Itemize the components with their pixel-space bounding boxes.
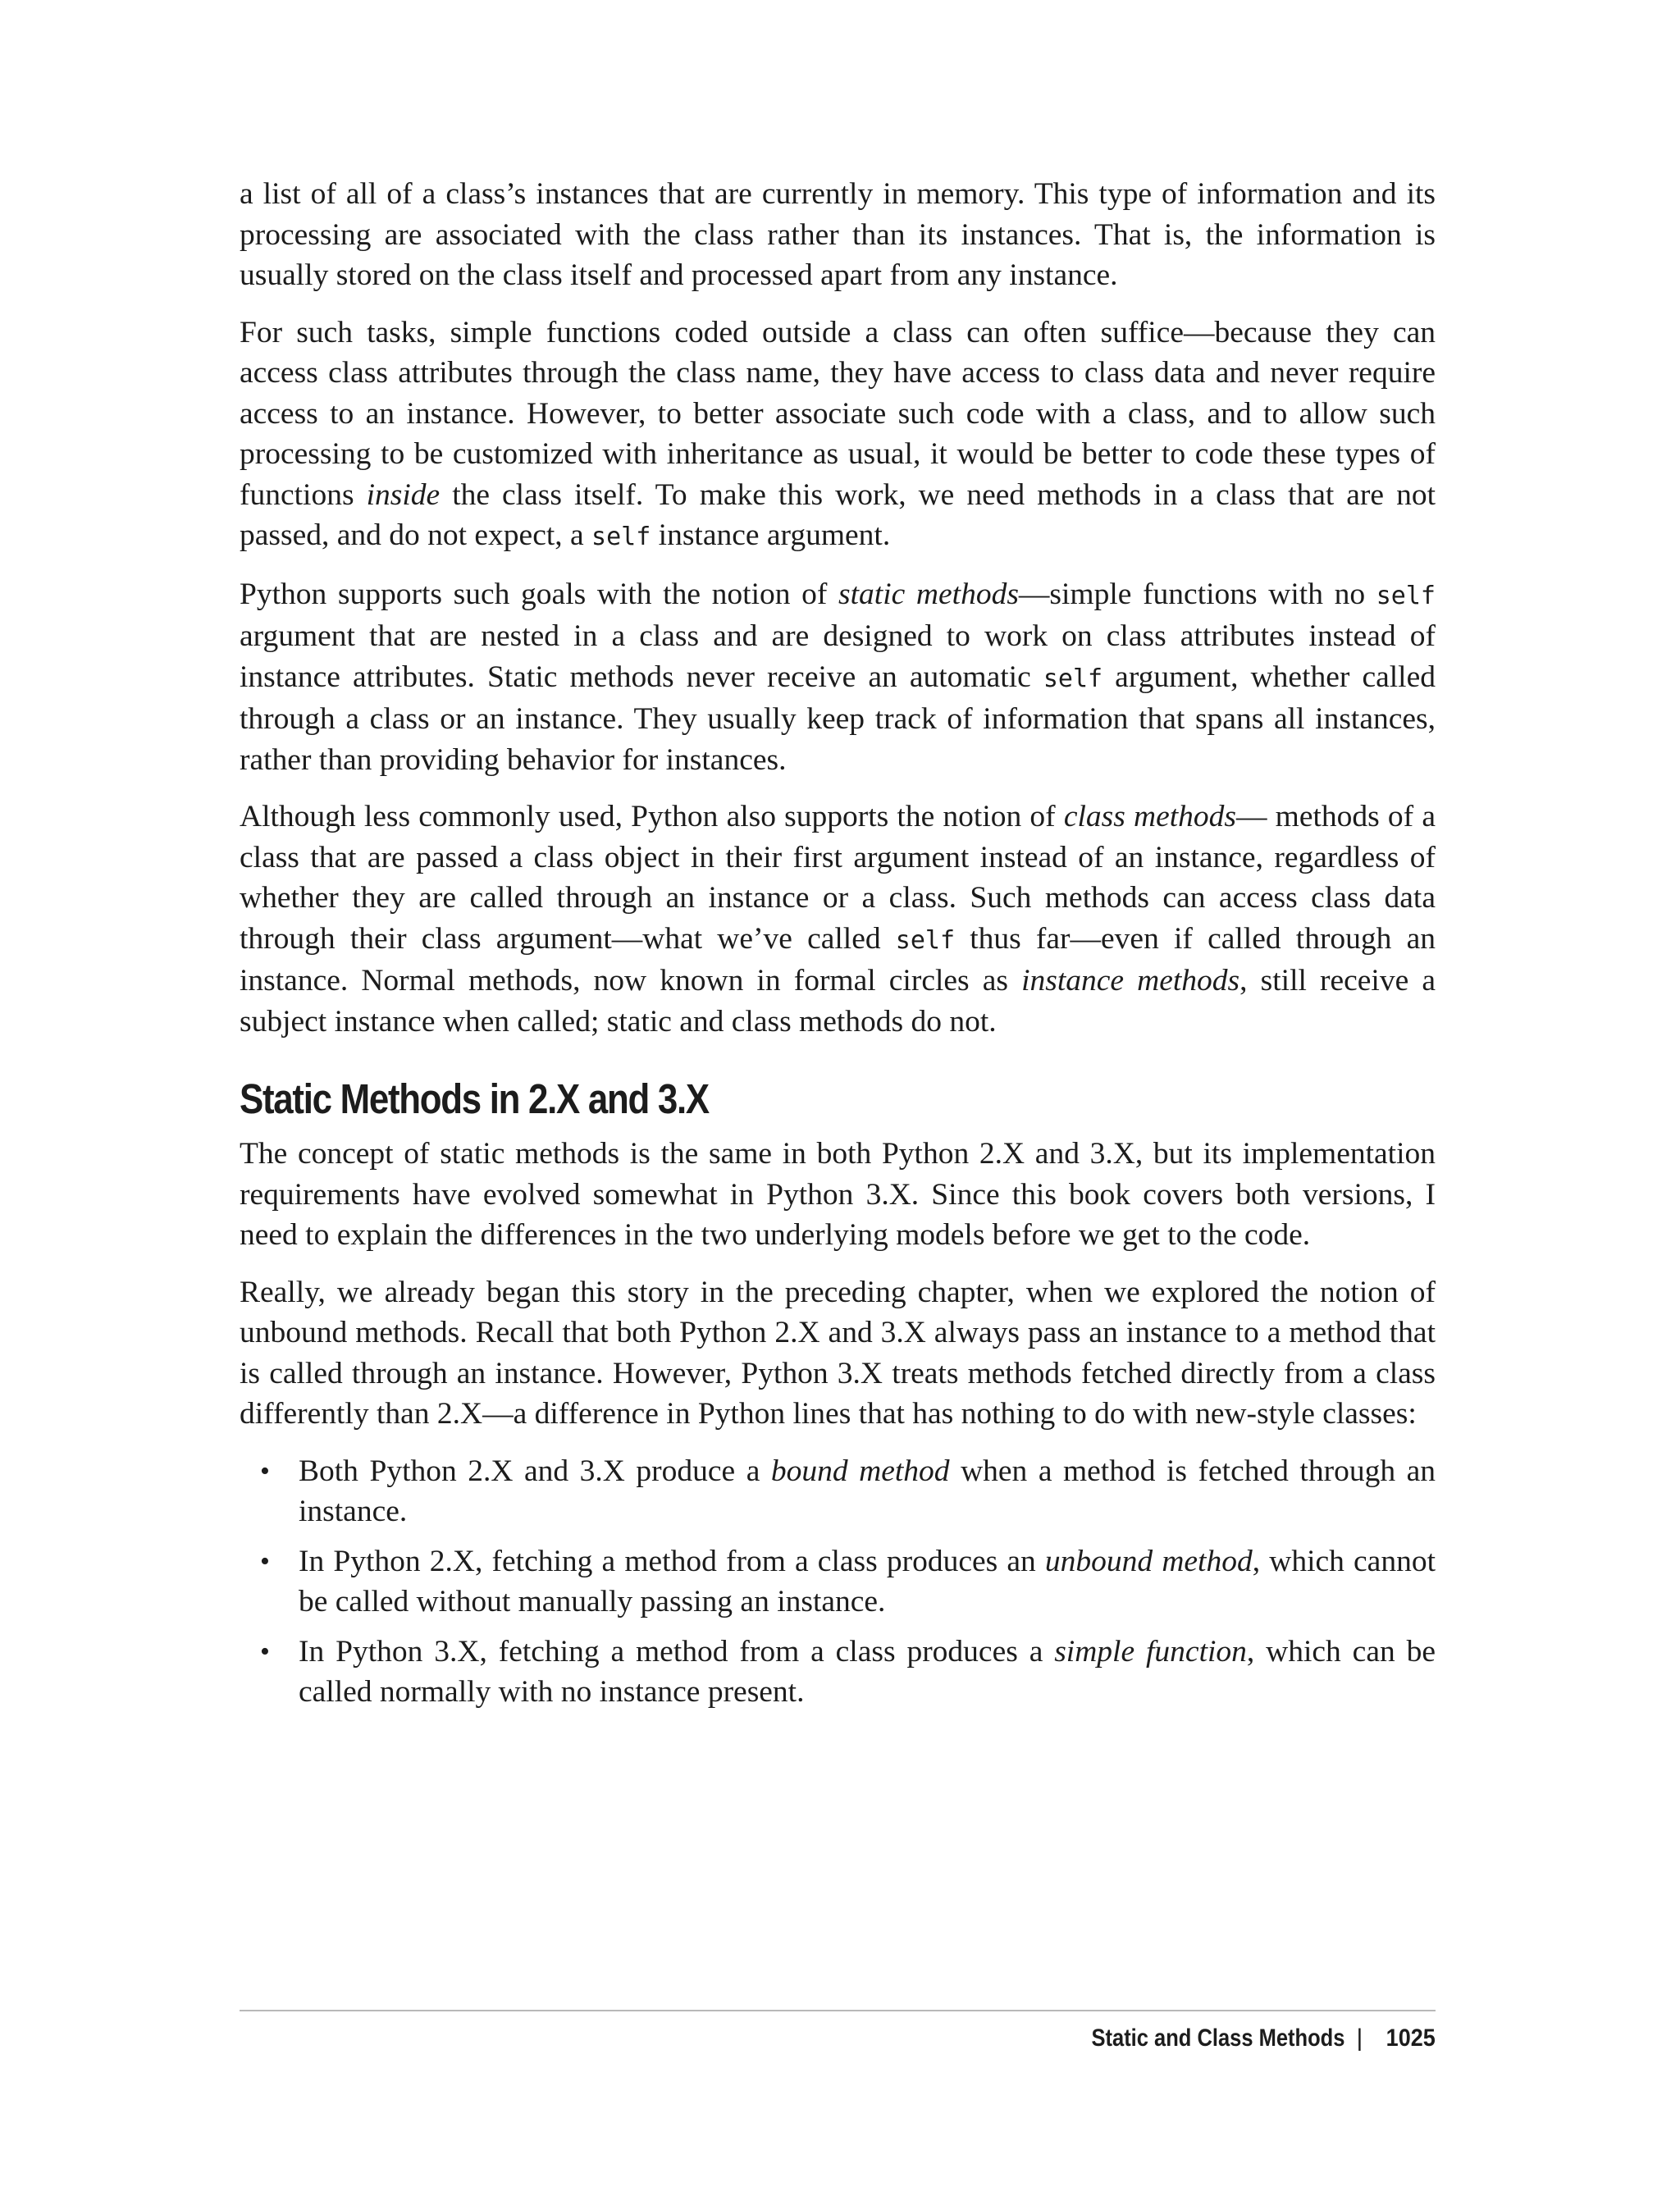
page-number: 1025 (1386, 2025, 1436, 2052)
footer-separator: | (1356, 2025, 1363, 2052)
paragraph-2: For such tasks, simple functions coded outside a class can often suffice—because they can access class attributes through the class name, they have access to class data and never require access to an instance. However, to better associate such code with a class, and to allow such processing to be customized with inheritance as usual, it would be better to code these types of functions inside the class itself. To make this work, we need methods in a class that are not passed, and do not expect, a self instance argument. (240, 315, 1436, 552)
emphasis-text: static methods (838, 577, 1019, 611)
paragraph-5: The concept of static methods is the same in both Python 2.X and 3.X, but its implementation requirements have evolved somewhat in Python 3.X. Since this book covers both versions, I need to explain the differences in the two underlying models before we get to the code. (240, 1137, 1436, 1252)
inline-code: self (591, 523, 651, 551)
bullet-text-2: In Python 2.X, fetching a method from a class produces an unbound method, which cannot be called without manually passing an instance. (299, 1544, 1436, 1618)
bullet-text-3: In Python 3.X, fetching a method from a class produces a simple function, which can be called normally with no instance present. (299, 1634, 1436, 1709)
paragraph-3: Python supports such goals with the notion of static methods—simple functions with no self argument that are nested in a class and are designed to work on class attributes instead of instance attributes. Static methods never receive an automatic self argument, whether called through a class or an instance. They usually keep track of information that spans all instances, rather than providing behavior for instances. (240, 577, 1436, 777)
bullet-item-2 (240, 1541, 1436, 1623)
bullet-item-1 (240, 1451, 1436, 1532)
page-content (240, 174, 1436, 1722)
footer-section-title: Static and Class Methods (1091, 2025, 1345, 2052)
emphasis-text: simple function (1054, 1634, 1247, 1669)
paragraph-4: Although less commonly used, Python also supports the notion of class methods— methods of a class that are passed a class object in their first argument instead of an instance, regardless of whether they are called through an instance or a class. Such methods can access class data through their class argument—what we’ve called self thus far—even if called through an instance. Normal methods, now known in formal circles as instance methods, still receive a subject instance when called; static and class methods do not. (240, 800, 1436, 1039)
emphasis-text: class methods (1063, 800, 1236, 833)
inline-code: self (1043, 664, 1103, 693)
emphasis-text: bound method (770, 1454, 950, 1488)
footer-divider (240, 2010, 1436, 2011)
page-footer (240, 2017, 1436, 2060)
emphasis-text: instance methods (1021, 964, 1240, 998)
bullet-icon: • (260, 1636, 270, 1667)
bullet-icon: • (260, 1455, 270, 1486)
emphasis-text: inside (366, 477, 441, 512)
bullet-text-1: Both Python 2.X and 3.X produce a bound method when a method is fetched through an instance. (299, 1454, 1436, 1528)
paragraph-1: a list of all of a class’s instances that are currently in memory. This type of information and its processing are associated with the class rather than its instances. That is, the information is usually stored on the class itself and processed apart from any instance. (240, 177, 1436, 292)
section-heading: Static Methods in 2.X and 3.X (240, 1075, 709, 1122)
bullet-icon: • (260, 1545, 270, 1577)
bullet-item-3 (240, 1632, 1436, 1713)
bullet-list (240, 1451, 1436, 1713)
inline-code: self (1376, 581, 1436, 610)
emphasis-text: unbound method (1044, 1544, 1253, 1578)
paragraph-6: Really, we already began this story in the preceding chapter, when we explored the notion of unbound methods. Recall that both Python 2.X and 3.X always pass an instance to a method that is called through an instance. However, Python 3.X treats methods fetched directly from a class differently than 2.X—a difference in Python lines that has nothing to do with new-style classes: (240, 1275, 1436, 1431)
inline-code: self (895, 925, 956, 955)
